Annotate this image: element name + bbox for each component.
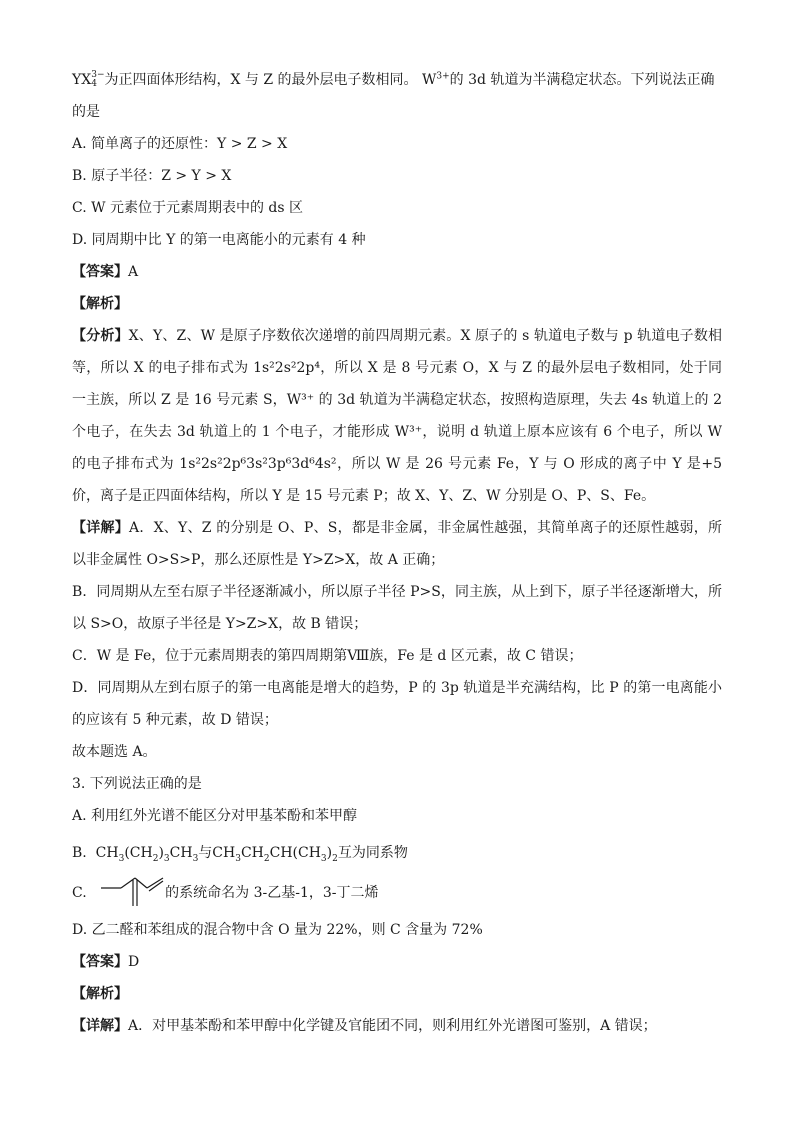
q2-analysis-label: 【解析】 [72,296,128,312]
q2-option-d: D. 同周期中比 Y 的第一电离能小的元素有 4 种 [72,232,366,248]
q3-option-c [72,876,722,910]
q3-xiangjie-a-text: A．对甲基苯酚和苯甲醇中化学键及官能团不同，则利用红外光谱图可鉴别，A 错误； [128,1018,657,1034]
q2-xiangjie-label: 【详解】 [72,520,129,536]
q3-xiangjie-a [72,1010,722,1042]
q2-stem-text-b: 为正四面体形结构，X 与 Z 的最外层电子数相同。 W [104,72,437,88]
q2-xiangjie-c: C．W 是 Fe，位于元素周期表的第四周期第Ⅷ族，Fe 是 d 区元素，故 C 错误； [72,648,583,664]
q2-conclusion: 故本题选 A。 [72,744,157,760]
q2-stem-line2: 的是 [72,104,100,120]
q2-stem-line1 [72,70,722,90]
q3-answer-label: 【答案】 [72,954,128,970]
q2-fenxi-text: X、Y、Z、W 是原子序数依次递增的前四周期元素。X 原子的 s 轨道电子数与 p 轨道电子数相等，所以 X 的电子排布式为 1s²2s²2p⁴，所以 X 是 8 号元素 O，X 与 Z 的最外层电子数相同，处于同一主族，所以 Z 是 16 号元素 S，W³⁺ 的 3d 轨道为半满稳定状态，按照构造原理，失去 4s 轨道上的 2 个电子，在失去 3d 轨道上的 1 个电子，才能形成 W³⁺，说明 d 轨道上原本应该有 6 个电子，所以 W 的电子排布式为 1s²2s²2p⁶3s²3p⁶3d⁶4s²，所以 W 是 26 号元素 Fe，Y 与 O 形成的离子中 Y 是+5 价，离子是正四面体结构，所以 Y 是 15 号元素 P；故 X、Y、Z、W 分别是 O、P、S、Fe。 [72,328,723,504]
q2-xiangjie-a-text: A．X、Y、Z 的分别是 O、P、S，都是非金属，非金属性越强，其简单离子的还原性越弱，所以非金属性 O>S>P，那么还原性是 Y>Z>X，故 A 正确； [72,520,722,568]
q2-answer-label: 【答案】 [72,264,128,280]
q2-answer-value: A [128,264,139,280]
q2-fenxi-paragraph [72,320,722,512]
q2-option-a: A. 简单离子的还原性：Y > Z > X [72,136,288,152]
q2-xiangjie-b: B．同周期从左至右原子半径逐渐减小，所以原子半径 P>S，同主族，从上到下，原子半径逐渐增大，所以 S>O，故原子半径是 Y>Z>X，故 B 错误； [72,584,722,632]
q2-option-c: C. W 元素位于元素周期表中的 ds 区 [72,200,303,216]
document-page [72,62,722,1042]
q2-w-charge: 3+ [436,71,450,82]
q2-ion-formula: YX 3− 4 [72,70,105,89]
q3-option-b-formula-1: $CH_3(CH_2)_3CH_3$ [95,845,199,864]
q3-option-a: A. 利用红外光谱不能区分对甲基苯酚和苯甲醇 [72,808,358,824]
q2-option-b: B. 原子半径：Z > Y > X [72,168,232,184]
q3-option-b-formula-2: $_3CH_2CH(CH_3)_2$ [235,845,338,864]
q3-option-c-text: 的系统命名为 3-乙基-1，3-丁二烯 [165,885,379,901]
q3-answer-value: D [128,954,140,970]
q3-option-b-tail: 互为同系物 [337,845,408,861]
q2-fenxi-label: 【分析】 [72,328,129,344]
q3-analysis-label: 【解析】 [72,986,128,1002]
q3-option-b-connector: 与CH [198,845,236,861]
skeletal-structure-diene [91,876,165,910]
q3-option-d: D. 乙二醛和苯组成的混合物中含 O 量为 22%，则 C 含量为 72% [72,922,483,938]
q3-option-b [72,838,722,868]
q3-stem: 3. 下列说法正确的是 [72,776,202,792]
q2-answer [72,262,722,282]
q3-answer [72,946,722,978]
q2-xiangjie-a [72,512,722,576]
q2-xiangjie-d: D．同周期从左到右原子的第一电离能是增大的趋势，P 的 3p 轨道是半充满结构，比 P 的第一电离能小的应该有 5 种元素，故 D 错误； [72,680,722,728]
q2-stem-text-c: 的 3d 轨道为半满稳定状态。下列说法正确 [449,72,715,88]
q3-xiangjie-label: 【详解】 [72,1018,128,1034]
q3-option-c-label: C. [72,885,87,901]
q3-option-b-label: B. [72,845,87,861]
